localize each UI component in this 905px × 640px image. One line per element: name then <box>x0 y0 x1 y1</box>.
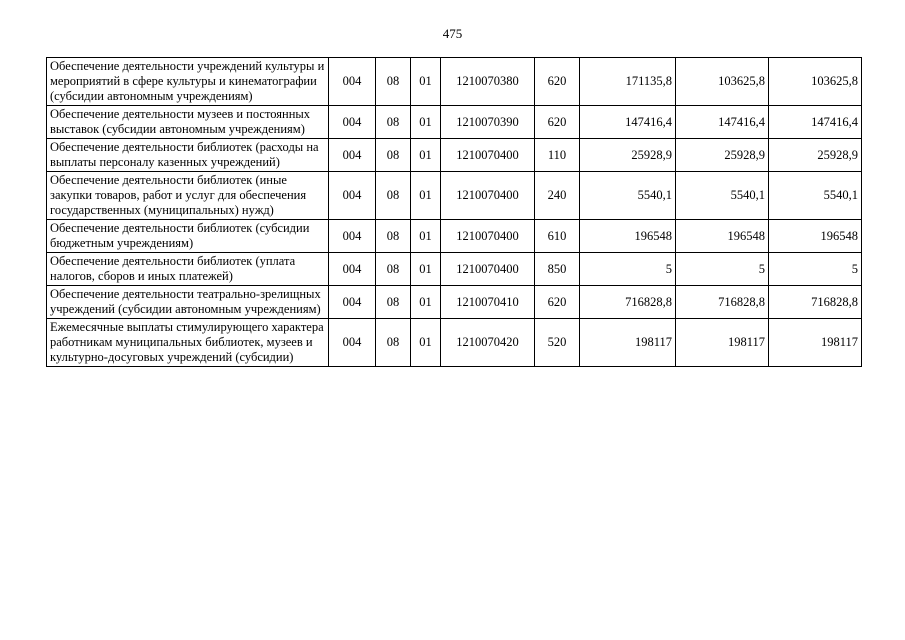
row-description: Обеспечение деятельности учреждений культуры и мероприятий в сфере культуры и кинематографии (субсидии автономным учреждениям) <box>47 58 329 106</box>
row-amount-1: 5540,1 <box>580 172 676 220</box>
row-ministry-code: 004 <box>329 58 376 106</box>
table-row <box>47 106 862 139</box>
row-subsection-code: 01 <box>411 139 441 172</box>
row-ministry-code: 004 <box>329 319 376 367</box>
table-body <box>47 58 862 367</box>
row-expense-type-code: 850 <box>535 253 580 286</box>
budget-table <box>46 57 862 367</box>
row-target-item-code: 1210070400 <box>441 172 535 220</box>
row-expense-type-code: 610 <box>535 220 580 253</box>
row-amount-2: 5 <box>676 253 769 286</box>
row-expense-type-code: 520 <box>535 319 580 367</box>
row-section-code: 08 <box>376 106 411 139</box>
row-section-code: 08 <box>376 58 411 106</box>
row-description: Обеспечение деятельности музеев и постоянных выставок (субсидии автономным учреждениям) <box>47 106 329 139</box>
table-row <box>47 286 862 319</box>
row-amount-2: 147416,4 <box>676 106 769 139</box>
row-subsection-code: 01 <box>411 172 441 220</box>
row-expense-type-code: 620 <box>535 106 580 139</box>
row-amount-1: 171135,8 <box>580 58 676 106</box>
row-amount-3: 716828,8 <box>769 286 862 319</box>
row-ministry-code: 004 <box>329 286 376 319</box>
row-amount-1: 5 <box>580 253 676 286</box>
row-subsection-code: 01 <box>411 319 441 367</box>
row-description: Ежемесячные выплаты стимулирующего характера работникам муниципальных библиотек, музеев и культурно-досуговых учреждений (субсидии) <box>47 319 329 367</box>
row-amount-1: 25928,9 <box>580 139 676 172</box>
table-row <box>47 319 862 367</box>
row-target-item-code: 1210070380 <box>441 58 535 106</box>
row-section-code: 08 <box>376 139 411 172</box>
row-subsection-code: 01 <box>411 58 441 106</box>
row-description: Обеспечение деятельности библиотек (уплата налогов, сборов и иных платежей) <box>47 253 329 286</box>
row-description: Обеспечение деятельности библиотек (субсидии бюджетным учреждениям) <box>47 220 329 253</box>
row-description: Обеспечение деятельности библиотек (иные закупки товаров, работ и услуг для обеспечения государственных (муниципальных) нужд) <box>47 172 329 220</box>
row-section-code: 08 <box>376 286 411 319</box>
row-amount-2: 5540,1 <box>676 172 769 220</box>
row-target-item-code: 1210070390 <box>441 106 535 139</box>
row-subsection-code: 01 <box>411 106 441 139</box>
row-amount-1: 196548 <box>580 220 676 253</box>
row-expense-type-code: 620 <box>535 286 580 319</box>
row-amount-2: 196548 <box>676 220 769 253</box>
table-row <box>47 139 862 172</box>
row-expense-type-code: 620 <box>535 58 580 106</box>
row-amount-3: 5 <box>769 253 862 286</box>
table-row <box>47 253 862 286</box>
row-amount-3: 5540,1 <box>769 172 862 220</box>
row-amount-3: 25928,9 <box>769 139 862 172</box>
table-row <box>47 58 862 106</box>
table-row <box>47 220 862 253</box>
row-subsection-code: 01 <box>411 220 441 253</box>
row-section-code: 08 <box>376 220 411 253</box>
row-target-item-code: 1210070400 <box>441 253 535 286</box>
row-target-item-code: 1210070400 <box>441 220 535 253</box>
row-subsection-code: 01 <box>411 286 441 319</box>
row-amount-2: 103625,8 <box>676 58 769 106</box>
page-number: 475 <box>442 26 463 41</box>
row-expense-type-code: 110 <box>535 139 580 172</box>
row-expense-type-code: 240 <box>535 172 580 220</box>
row-amount-1: 147416,4 <box>580 106 676 139</box>
row-amount-2: 25928,9 <box>676 139 769 172</box>
row-subsection-code: 01 <box>411 253 441 286</box>
row-target-item-code: 1210070410 <box>441 286 535 319</box>
row-ministry-code: 004 <box>329 253 376 286</box>
row-amount-3: 198117 <box>769 319 862 367</box>
row-description: Обеспечение деятельности театрально-зрелищных учреждений (субсидии автономным учреждениям) <box>47 286 329 319</box>
row-amount-1: 198117 <box>580 319 676 367</box>
row-description: Обеспечение деятельности библиотек (расходы на выплаты персоналу казенных учреждений) <box>47 139 329 172</box>
row-ministry-code: 004 <box>329 220 376 253</box>
row-target-item-code: 1210070420 <box>441 319 535 367</box>
row-amount-3: 103625,8 <box>769 58 862 106</box>
row-section-code: 08 <box>376 319 411 367</box>
row-target-item-code: 1210070400 <box>441 139 535 172</box>
row-amount-2: 716828,8 <box>676 286 769 319</box>
row-amount-3: 196548 <box>769 220 862 253</box>
table-row <box>47 172 862 220</box>
row-amount-1: 716828,8 <box>580 286 676 319</box>
row-amount-3: 147416,4 <box>769 106 862 139</box>
row-section-code: 08 <box>376 172 411 220</box>
row-ministry-code: 004 <box>329 106 376 139</box>
row-amount-2: 198117 <box>676 319 769 367</box>
row-section-code: 08 <box>376 253 411 286</box>
row-ministry-code: 004 <box>329 139 376 172</box>
row-ministry-code: 004 <box>329 172 376 220</box>
